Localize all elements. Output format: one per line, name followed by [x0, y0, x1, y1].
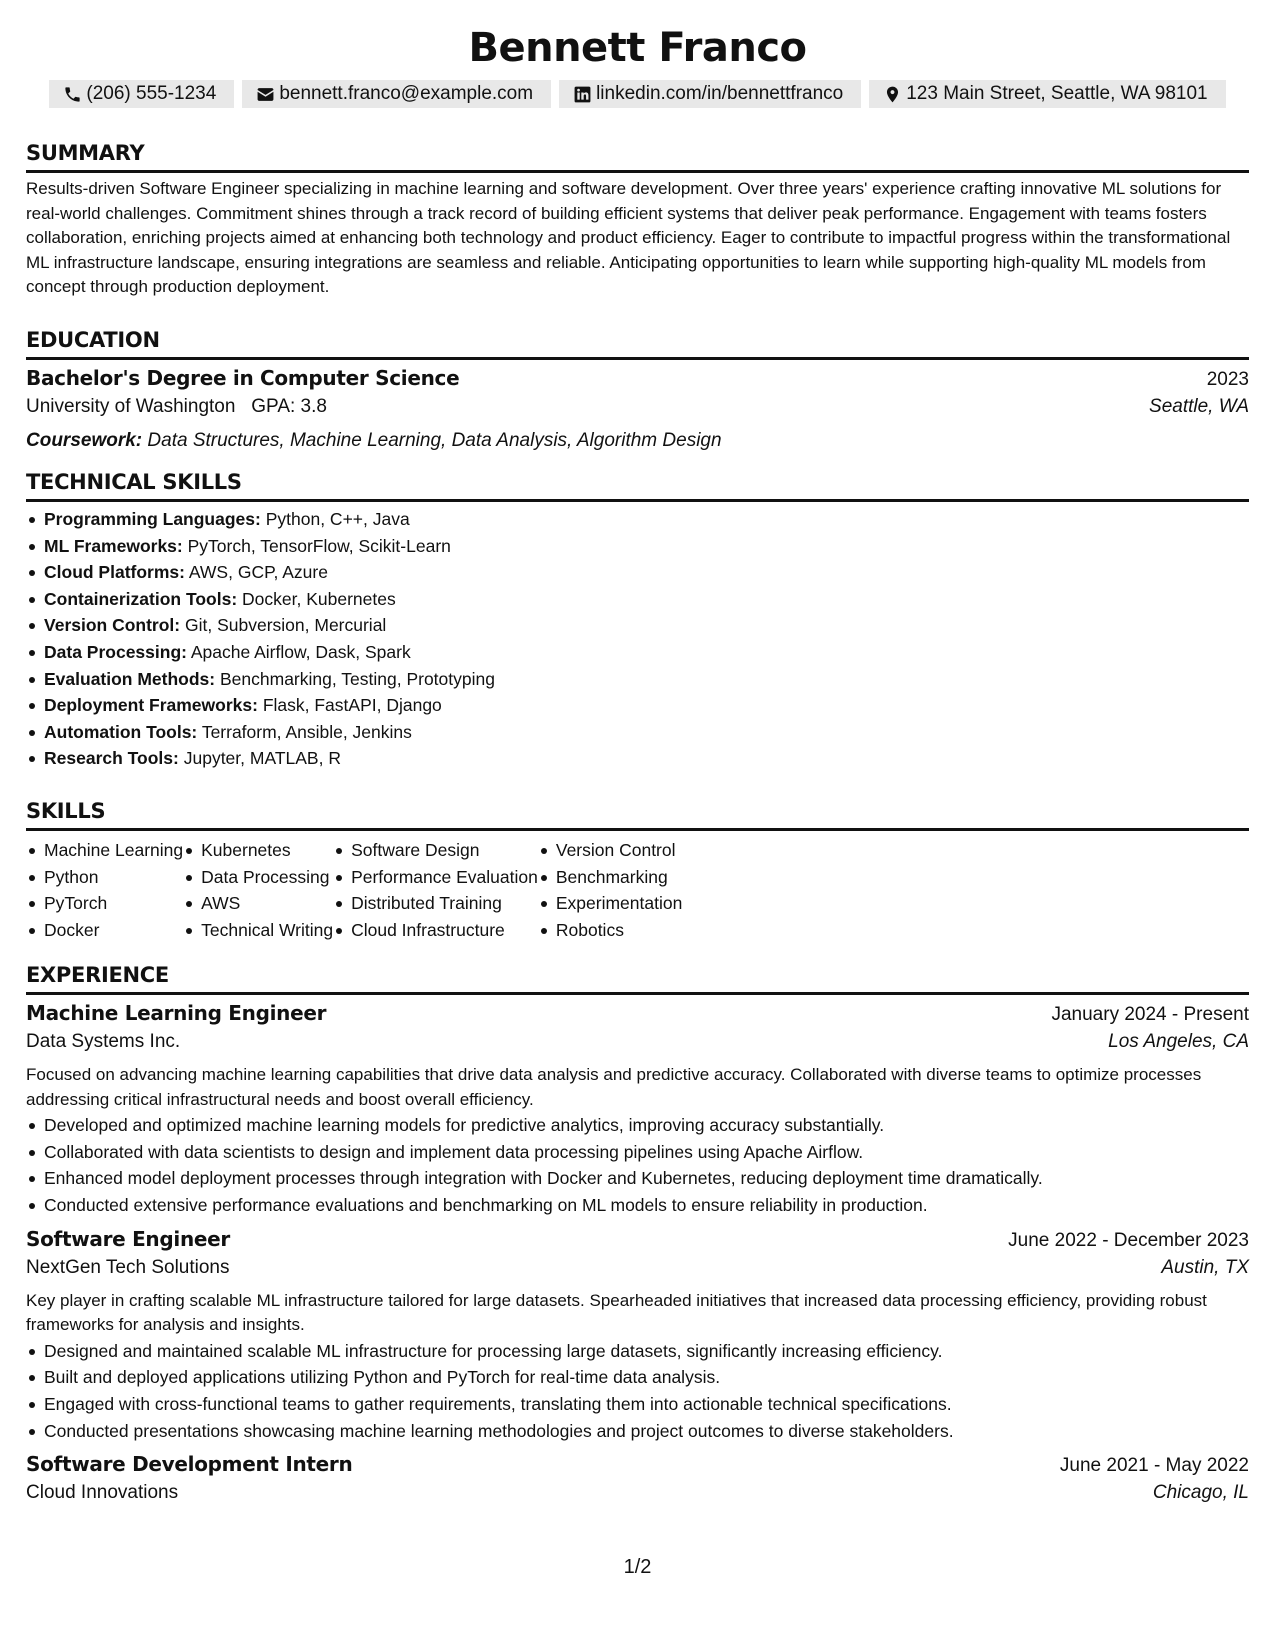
- list-item: Performance Evaluation: [333, 864, 538, 891]
- job-dates: June 2021 - May 2022: [1059, 1455, 1249, 1477]
- contact-email[interactable]: [242, 80, 551, 108]
- list-item: Machine Learning: [26, 837, 183, 864]
- list-item: Conducted extensive performance evaluations and benchmarking on ML models to ensure reliability in production.: [26, 1192, 1249, 1219]
- contact-address-text: 123 Main Street, Seattle, WA 98101: [906, 83, 1208, 104]
- job-entry: [26, 1227, 1249, 1445]
- list-item: Cloud Infrastructure: [333, 917, 538, 944]
- skills-column: [183, 837, 333, 943]
- coursework-list: Data Structures, Machine Learning, Data Analysis, Algorithm Design: [147, 430, 722, 451]
- skill-value: PyTorch, TensorFlow, Scikit-Learn: [187, 535, 451, 556]
- list-item: Kubernetes: [183, 837, 333, 864]
- section-title: EXPERIENCE: [26, 963, 169, 987]
- list-item: Benchmarking: [538, 864, 682, 891]
- gpa: GPA: 3.8: [251, 396, 327, 417]
- section-divider: [26, 992, 1249, 995]
- degree-title: Bachelor's Degree in Computer Science: [26, 366, 460, 390]
- school-name: University of Washington: [26, 396, 236, 417]
- list-item: [26, 745, 1249, 772]
- list-item: Engaged with cross-functional teams to gather requirements, translating them into actionable technical specifications.: [26, 1391, 1249, 1418]
- linkedin-icon: [573, 85, 596, 104]
- list-item: Built and deployed applications utilizing Python and PyTorch for real-time data analysis.: [26, 1364, 1249, 1391]
- contact-email-text: bennett.franco@example.com: [279, 83, 534, 104]
- job-sub-row: [26, 1031, 1249, 1061]
- section-title: SUMMARY: [26, 141, 145, 165]
- skill-label: Evaluation Methods:: [44, 668, 216, 689]
- summary-section: [26, 139, 1249, 300]
- list-item: [26, 692, 1249, 719]
- skill-label: Cloud Platforms:: [44, 562, 185, 583]
- contact-phone[interactable]: [49, 80, 234, 108]
- skill-value: AWS, GCP, Azure: [188, 562, 328, 583]
- summary-text: Results-driven Software Engineer specializing in machine learning and software development. Over three years' experience crafting innovative ML solutions for real-world challenges. Commitment shines through a track record of building efficient systems that deliver peak performance. Engagement with teams fosters collaboration, enriching projects aimed at enhancing both technology and product efficiency. Eager to contribute to impactful progress within the transformational ML infrastructure landscape, ensuring integrations are seamless and reliable. Anticipating opportunities to learn while supporting high-quality ML models from concept through production deployment.: [26, 179, 1231, 297]
- education-section: [26, 326, 1249, 456]
- job-location: Austin, TX: [1161, 1256, 1249, 1278]
- skills-column: [26, 837, 183, 943]
- skill-value: Docker, Kubernetes: [242, 588, 396, 609]
- job-title: Machine Learning Engineer: [26, 1001, 327, 1025]
- technical-skills-list: [26, 506, 1249, 772]
- graduation-year: 2023: [1206, 369, 1249, 390]
- job-title: Software Development Intern: [26, 1452, 353, 1477]
- skills-column: [538, 837, 682, 943]
- skill-value: Apache Airflow, Dask, Spark: [190, 641, 411, 662]
- section-divider: [26, 170, 1249, 173]
- list-item: Software Design: [333, 837, 538, 864]
- list-item: [26, 666, 1249, 693]
- coursework-line: [26, 426, 1249, 456]
- list-item: Python: [26, 864, 183, 891]
- envelope-icon: [256, 85, 279, 104]
- list-item: Designed and maintained scalable ML infrastructure for processing large datasets, significantly increasing efficiency.: [26, 1338, 1249, 1365]
- list-item: [26, 506, 1249, 533]
- list-item: [26, 719, 1249, 746]
- skills-column: [333, 837, 538, 943]
- skills-grid: [26, 837, 1249, 943]
- job-dates: June 2022 - December 2023: [1008, 1229, 1249, 1251]
- list-item: [26, 639, 1249, 666]
- contact-phone-text: (206) 555-1234: [86, 83, 217, 104]
- skill-label: Programming Languages:: [44, 509, 261, 529]
- job-sub-row: [26, 1257, 1249, 1287]
- job-sub-row: [26, 1482, 1249, 1512]
- list-item: Developed and optimized machine learning models for predictive analytics, improving accuracy substantially.: [26, 1112, 1249, 1139]
- phone-icon: [63, 85, 86, 104]
- list-item: Data Processing: [183, 864, 333, 891]
- list-item: PyTorch: [26, 890, 183, 917]
- job-dates: January 2024 - Present: [1051, 1004, 1249, 1025]
- company-name: NextGen Tech Solutions: [26, 1256, 230, 1278]
- candidate-name: Bennett Franco: [468, 25, 807, 71]
- skill-value: Python, C++, Java: [265, 509, 410, 529]
- list-item: Conducted presentations showcasing machine learning methodologies and project outcomes to diverse stakeholders.: [26, 1418, 1249, 1445]
- school-line: [26, 396, 327, 418]
- company-name: Data Systems Inc.: [26, 1031, 181, 1052]
- job-location: Los Angeles, CA: [1108, 1031, 1249, 1052]
- skill-label: Containerization Tools:: [44, 588, 238, 609]
- education-location: Seattle, WA: [1149, 396, 1249, 417]
- job-bullets: [26, 1112, 1249, 1218]
- skills-section: [26, 797, 1249, 943]
- coursework-label: Coursework:: [26, 430, 143, 451]
- education-header-row: [26, 366, 1249, 396]
- skill-value: Benchmarking, Testing, Prototyping: [220, 668, 495, 689]
- section-title: EDUCATION: [26, 328, 160, 352]
- section-title: SKILLS: [26, 799, 106, 823]
- skill-label: ML Frameworks:: [44, 535, 183, 556]
- list-item: [26, 612, 1249, 639]
- job-title: Software Engineer: [26, 1226, 230, 1251]
- skill-value: Terraform, Ansible, Jenkins: [201, 721, 412, 742]
- list-item: Enhanced model deployment processes through integration with Docker and Kubernetes, reducing deployment time dramatically.: [26, 1165, 1249, 1192]
- list-item: [26, 533, 1249, 560]
- list-item: [26, 559, 1249, 586]
- list-item: Robotics: [538, 917, 682, 944]
- skill-label: Deployment Frameworks:: [44, 695, 258, 716]
- section-title: TECHNICAL SKILLS: [26, 470, 242, 494]
- job-summary: Focused on advancing machine learning capabilities that drive data analysis and predictive accuracy. Collaborated with diverse teams to optimize processes addressing critical infrastructural needs and boost overall efficiency.: [26, 1065, 1202, 1109]
- skill-value: Jupyter, MATLAB, R: [183, 748, 341, 769]
- job-header-row: [26, 1001, 1249, 1031]
- contact-linkedin-text: linkedin.com/in/bennettfranco: [596, 83, 844, 104]
- job-entry: [26, 1001, 1249, 1219]
- contact-address: [869, 80, 1225, 108]
- job-bullets: [26, 1338, 1249, 1444]
- skill-label: Automation Tools:: [44, 721, 198, 742]
- list-item: Technical Writing: [183, 917, 333, 944]
- contact-linkedin[interactable]: [559, 80, 861, 108]
- job-entry: [26, 1452, 1249, 1512]
- page-number: 1/2: [623, 1556, 652, 1578]
- section-divider: [26, 357, 1249, 360]
- skill-label: Version Control:: [44, 615, 181, 636]
- list-item: Experimentation: [538, 890, 682, 917]
- job-header-row: [26, 1452, 1249, 1482]
- list-item: Collaborated with data scientists to design and implement data processing pipelines using Apache Airflow.: [26, 1139, 1249, 1166]
- list-item: [26, 586, 1249, 613]
- list-item: Distributed Training: [333, 890, 538, 917]
- education-sub-row: [26, 396, 1249, 426]
- technical-skills-section: [26, 468, 1249, 772]
- section-divider: [26, 828, 1249, 831]
- job-summary: Key player in crafting scalable ML infrastructure tailored for large datasets. Spearheaded initiatives that increased data processing efficiency, providing robust frameworks for analysis and insights.: [26, 1290, 1207, 1335]
- contact-bar: [26, 80, 1249, 108]
- list-item: Version Control: [538, 837, 682, 864]
- section-divider: [26, 499, 1249, 502]
- experience-section: [26, 961, 1249, 1512]
- list-item: AWS: [183, 890, 333, 917]
- job-location: Chicago, IL: [1152, 1482, 1249, 1504]
- list-item: Docker: [26, 917, 183, 944]
- skill-label: Data Processing:: [44, 641, 187, 662]
- map-pin-icon: [883, 85, 906, 104]
- skill-label: Research Tools:: [44, 748, 179, 769]
- job-header-row: [26, 1227, 1249, 1257]
- skill-value: Git, Subversion, Mercurial: [185, 615, 387, 636]
- skill-value: Flask, FastAPI, Django: [262, 695, 442, 716]
- company-name: Cloud Innovations: [26, 1482, 179, 1504]
